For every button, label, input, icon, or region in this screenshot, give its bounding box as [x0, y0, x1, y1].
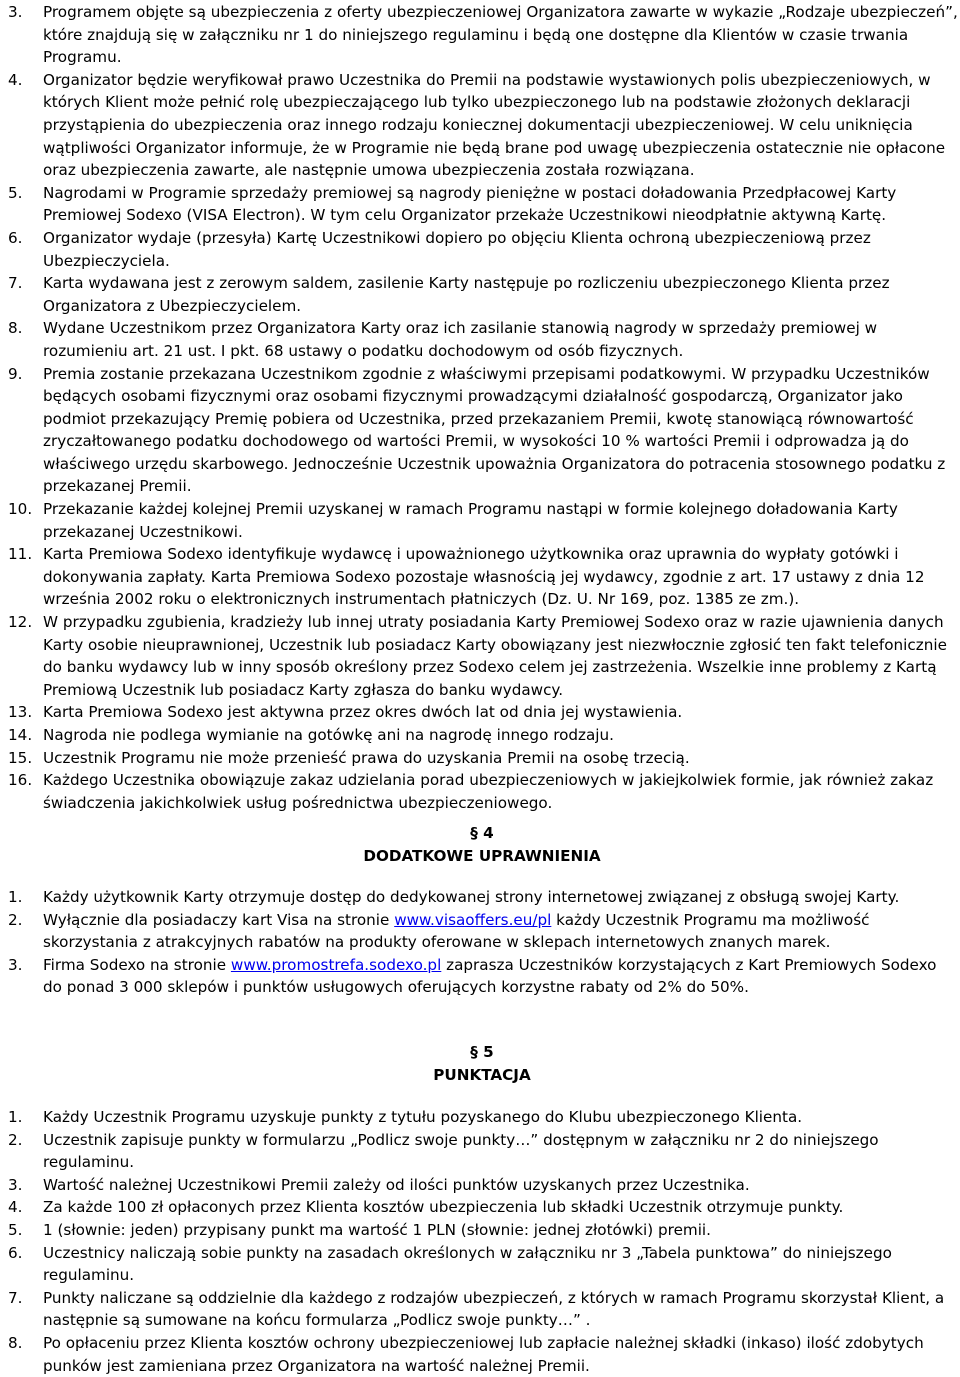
section-title: DODATKOWE UPRAWNIENIA [363, 846, 601, 865]
list-item [4, 1287, 960, 1332]
list-item [4, 611, 960, 701]
item-number: 1. [8, 888, 23, 906]
item-text: Organizator wydaje (przesyła) Kartę Uczestnikowi dopiero po objęciu Klienta ochroną ubezpieczeniową przez Ubezpieczyciela. [43, 228, 871, 270]
section-4-heading [4, 822, 960, 867]
item-number: 6. [8, 1243, 23, 1262]
item-text: Premia zostanie przekazana Uczestnikom zgodnie z właściwymi przepisami podatkowymi. W przypadku Uczestników będących osobami fizycznymi oraz osobami fizycznymi prowadzącymi działalność gospodarczą, Organizator jako podmiot przekazujący Premię pobiera od Uczestnika, przed przekazaniem Premii, kwotę stanowiącą równowartość zryczałtowanego podatku dochodowego od wartości Premii, w wysokości 10 % wartości Premii i odprowadza ją do właściwego urzędu skarbowego. Jednocześnie Uczestnik upoważnia Organizatora do potracenia stosownego podatku z przekazanej Premii. [43, 364, 946, 496]
item-text: Po opłaceniu przez Klienta kosztów ochrony ubezpieczeniowej lub zapłacie należnej składki (inkaso) ilość zdobytych punków jest zamieniana przez Organizatora na wartość należnej Premii. [43, 1333, 924, 1375]
item-text: każdy Uczestnik Programu ma możliwość skorzystania z atrakcyjnych rabatów na produkty oferowane w sklepach internetowych znanych marek. [43, 910, 870, 952]
section-number: § 5 [470, 1043, 494, 1061]
section-5-list [4, 1106, 960, 1377]
item-text: W przypadku zgubienia, kradzieży lub innej utraty posiadania Karty Premiowej Sodexo oraz w razie ujawnienia danych Karty osobie nieuprawnionej, Uczestnik lub posiadacz Karty obowiązany jest niezwłocznie zgłosić ten fakt telefonicznie do banku wydawcy lub w inny sposób określony przez Sodexo celem jej zastrzeżenia. Wszelkie inne problemy z Kartą Premiową Uczestnik lub posiadacz Karty zgłasza do banku wydawcy. [43, 613, 947, 699]
section-title: PUNKTACJA [433, 1065, 531, 1084]
item-number: 4. [8, 70, 23, 89]
list-item [4, 1242, 960, 1287]
list-item [4, 1332, 960, 1377]
list-item [4, 909, 960, 954]
item-number: 9. [8, 364, 23, 383]
item-number: 16. [8, 771, 33, 790]
list-item [4, 701, 960, 724]
list-item [4, 272, 960, 317]
item-number: 5. [8, 1220, 23, 1239]
list-item [4, 363, 960, 499]
section-5-body [4, 1106, 960, 1377]
item-number: 12. [8, 613, 33, 632]
list-item [4, 1, 960, 69]
item-text: Uczestnik zapisuje punkty w formularzu „Podlicz swoje punkty…” dostępnym w załączniku nr 2 do niniejszego regulaminu. [43, 1130, 879, 1172]
list-item [4, 1174, 960, 1197]
item-number: 3. [8, 1175, 23, 1194]
list-item [4, 724, 960, 747]
item-text: Każdy użytkownik Karty otrzymuje dostęp do dedykowanej strony internetowej związanej z obsługą swojej Karty. [43, 888, 900, 906]
item-text: Organizator będzie weryfikował prawo Uczestnika do Premii na podstawie wystawionych polis ubezpieczeniowych, w których Klient może pełnić rolę ubezpieczającego lub tylko ubezpieczonego lub na podstawie złożonych deklaracji przystąpienia do ubezpieczenia oraz innego rodzaju koniecznej dokumentacji ubezpieczeniowej. W celu uniknięcia wątpliwości Organizator informuje, że w Programie nie będą brane pod uwagę ubezpieczenia ostatecznie nie opłacone oraz ubezpieczenia zawarte, ale następnie umowa ubezpieczenia została rozwiązana. [43, 70, 946, 180]
item-number: 7. [8, 1288, 23, 1307]
list-item [4, 954, 960, 999]
item-text: Firma Sodexo na stronie [43, 955, 231, 974]
item-number: 1. [8, 1108, 23, 1126]
section-5-heading [4, 1041, 960, 1086]
item-text: Przekazanie każdej kolejnej Premii uzyskanej w ramach Programu nastąpi w formie kolejnego doładowania Karty przekazanej Uczestnikowi. [43, 500, 898, 541]
item-number: 7. [8, 274, 23, 293]
section-3-continued [4, 1, 960, 814]
item-text: Wartość należnej Uczestnikowi Premii zależy od ilości punktów uzyskanych przez Uczestnika. [43, 1175, 750, 1194]
item-text: Każdy Uczestnik Programu uzyskuje punkty z tytułu pozyskanego do Klubu ubezpieczonego Klienta. [43, 1108, 803, 1126]
item-text: Karta Premiowa Sodexo jest aktywna przez okres dwóch lat od dnia jej wystawienia. [43, 703, 683, 722]
item-number: 3. [8, 955, 23, 974]
item-text: Wydane Uczestnikom przez Organizatora Karty oraz ich zasilanie stanowią nagrody w sprzedaży premiowej w rozumieniu art. 21 ust. I pkt. 68 ustawy o podatku dochodowym od osób fizycznych. [43, 319, 878, 360]
section-3-list [4, 1, 960, 814]
list-item [4, 317, 960, 362]
item-number: 2. [8, 910, 23, 929]
item-text: Punkty naliczane są oddzielnie dla każdego z rodzajów ubezpieczeń, z których w ramach Programu skorzystał Klient, a następnie są sumowane na końcu formularza „Podlicz swoje punkty…” . [43, 1288, 945, 1330]
item-number: 13. [8, 703, 33, 722]
item-text: Nagroda nie podlega wymianie na gotówkę ani na nagrodę innego rodzaju. [43, 726, 614, 744]
visaoffers-link[interactable]: www.visaoffers.eu/pl [394, 910, 552, 929]
item-text: Za każde 100 zł opłaconych przez Klienta kosztów ubezpieczenia lub składki Uczestnik otrzymuje punkty. [43, 1198, 844, 1217]
list-item [4, 182, 960, 227]
item-text: 1 (słownie: jeden) przypisany punkt ma wartość 1 PLN (słownie: jednej złotówki) premii. [43, 1220, 711, 1239]
item-number: 2. [8, 1130, 23, 1149]
item-text: Nagrodami w Programie sprzedaży premiowej są nagrody pieniężne w postaci doładowania Przedpłacowej Karty Premiowej Sodexo (VISA Electron). W tym celu Organizator przekaże Uczestnikowi nieodpłatnie aktywną Kartę. [43, 183, 897, 225]
item-number: 6. [8, 228, 23, 247]
list-item [4, 1129, 960, 1174]
item-number: 8. [8, 319, 23, 338]
promostrefa-link[interactable]: www.promostrefa.sodexo.pl [230, 955, 442, 974]
item-number: 15. [8, 748, 33, 767]
list-item [4, 227, 960, 272]
item-text: Programem objęte są ubezpieczenia z oferty ubezpieczeniowej Organizatora zawarte w wykazie „Rodzaje ubezpieczeń”, które znajdują się w załączniku nr 1 do niniejszego regulaminu i będą one dostępne dla Klientów w czasie trwania Programu. [43, 3, 958, 67]
list-item [4, 1219, 960, 1242]
item-number: 3. [8, 3, 23, 21]
item-text: Wyłącznie dla posiadaczy kart Visa na stronie [43, 910, 395, 929]
list-item [4, 69, 960, 182]
list-item [4, 498, 960, 543]
item-text: Karta Premiowa Sodexo identyfikuje wydawcę i upoważnionego użytkownika oraz uprawnia do wypłaty gotówki i dokonywania zapłaty. Karta Premiowa Sodexo pozostaje własnością jej wydawcy, zgodnie z art. 17 ustawy z dnia 12 września 2002 roku o elektronicznych instrumentach płatniczych (Dz. U. Nr 169, poz. 1385 ze zm.). [43, 545, 925, 609]
item-text: Karta wydawana jest z zerowym saldem, zasilenie Karty następuje po rozliczeniu ubezpieczonego Klienta przez Organizatora z Ubezpieczycielem. [43, 274, 890, 315]
item-text: Uczestnicy naliczają sobie punkty na zasadach określonych w załączniku nr 3 „Tabela punktowa” do niniejszego regulaminu. [43, 1243, 892, 1285]
item-text: zaprasza Uczestników korzystających z Kart Premiowych Sodexo do ponad 3 000 sklepów i punktów usługowych oferujących korzystne rabaty od 2% do 50%. [43, 955, 937, 997]
item-number: 11. [8, 545, 33, 564]
list-item [4, 769, 960, 814]
item-text: Każdego Uczestnika obowiązuje zakaz udzielania porad ubezpieczeniowych w jakiejkolwiek formie, jak również zakaz świadczenia jakichkolwiek usług pośrednictwa ubezpieczeniowego. [43, 771, 934, 812]
item-number: 4. [8, 1198, 23, 1217]
list-item [4, 1106, 960, 1129]
section-number: § 4 [470, 824, 494, 842]
item-number: 10. [8, 500, 33, 519]
section-4-list [4, 886, 960, 999]
section-4-body [4, 886, 960, 999]
item-number: 14. [8, 726, 33, 744]
list-item [4, 886, 960, 909]
item-text: Uczestnik Programu nie może przenieść prawa do uzyskania Premii na osobę trzecią. [43, 748, 690, 767]
item-number: 8. [8, 1333, 23, 1352]
list-item [4, 747, 960, 770]
list-item [4, 1196, 960, 1219]
list-item [4, 543, 960, 611]
item-number: 5. [8, 183, 23, 202]
